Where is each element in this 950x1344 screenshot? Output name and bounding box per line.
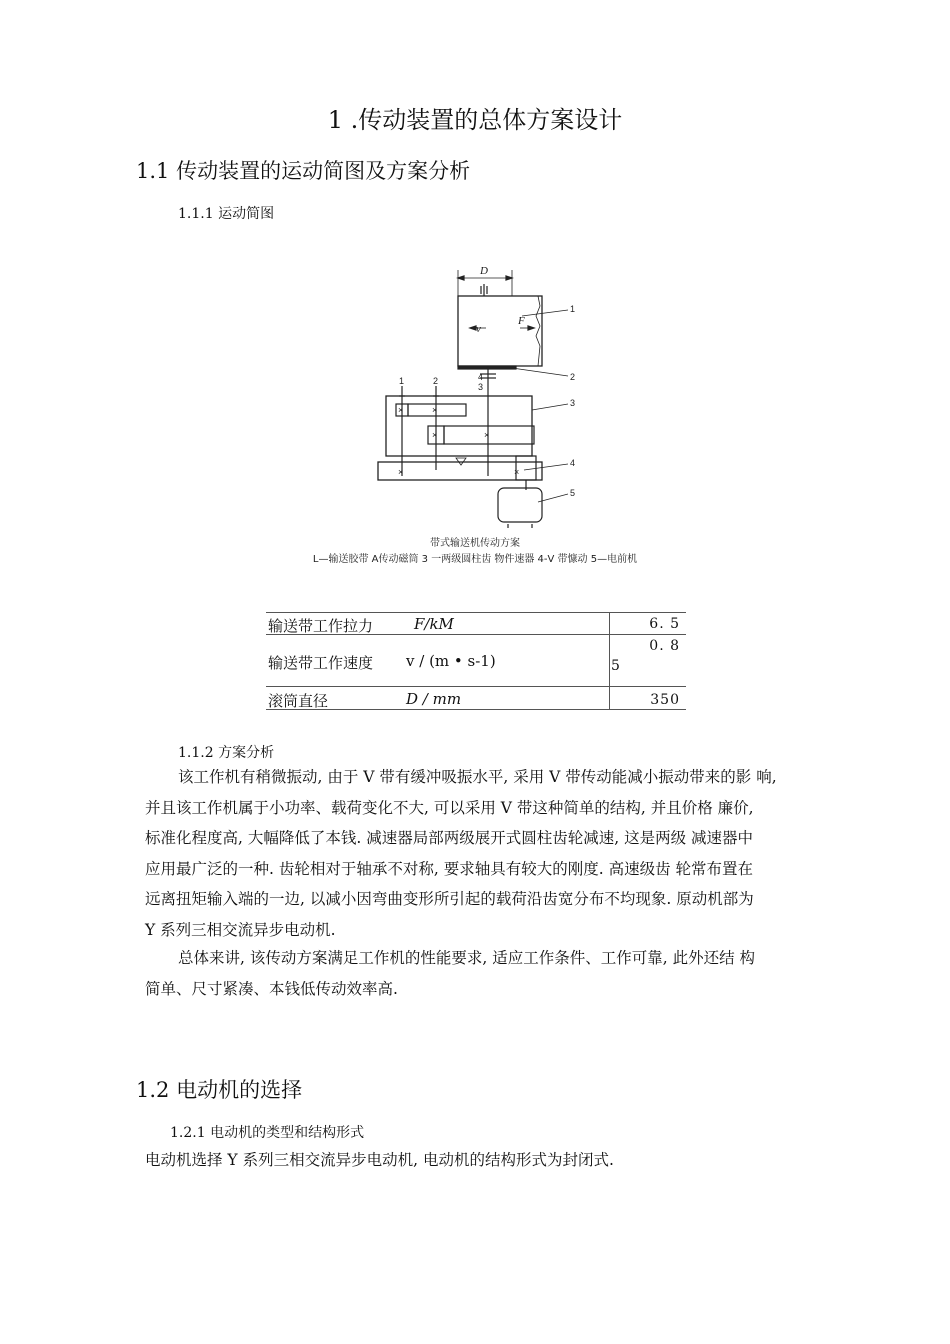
gear-cross-mark: × (432, 430, 438, 440)
parameter-table (266, 612, 686, 710)
table-row-value: 0. 8 (649, 638, 680, 654)
part-1-label: 1 (570, 304, 576, 314)
pulley-cross-mark: × (398, 467, 404, 477)
shaft-2-label: 2 (433, 376, 439, 386)
table-row-symbol: v / (m • s-1) (406, 652, 496, 670)
gear-cross-mark: × (432, 405, 438, 415)
paragraph-line: 简单、尺寸紧凑、本钱低传动效率高. (145, 979, 398, 998)
document-title: 1 .传动装置的总体方案设计 (327, 106, 623, 134)
gear-cross-mark: × (398, 405, 404, 415)
figure-title: 带式输送机传动方案 (430, 538, 520, 549)
subsection-heading-1-1-2: 1.1.2 方案分析 (178, 745, 275, 761)
table-row-label: 输送带工作拉力 (268, 617, 374, 635)
table-row-symbol: D / mm (406, 690, 462, 708)
shaft-1-label: 1 (399, 376, 405, 386)
section-heading-1-2: 1.2 电动机的选择 (136, 1078, 303, 1102)
paragraph-line: 并且该工作机属于小功率、载荷变化不大, 可以采用 V 带这种简单的结构, 并且价格 廉价, (145, 798, 754, 817)
shaft-3-label: 3 (478, 382, 484, 392)
analysis-paragraph (145, 762, 825, 946)
section-heading-1-1: 1.1 传动装置的运动简图及方案分析 (136, 159, 471, 183)
part-3-label: 3 (570, 398, 576, 408)
paragraph-line: 标准化程度高, 大幅降低了本钱. 减速器局部两级展开式圆柱齿轮减速, 这是两级 减速器中 (145, 829, 753, 848)
part-2-label: 2 (570, 372, 576, 382)
table-row-value: 6. 5 (649, 616, 680, 632)
table-row-value-continued: 5 (611, 658, 621, 674)
table-row-value: 350 (650, 692, 680, 708)
figure-legend: L—输送胶带 A传动磁筒 3 一两级圆柱齿 物件速器 4-V 带慷动 5—电前机 (312, 554, 638, 565)
paragraph-line: 总体来讲, 该传动方案满足工作机的性能要求, 适应工作条件、工作可靠, 此外还结 构 (178, 949, 755, 967)
paragraph-line: 远离扭矩输入端的一边, 以减小因弯曲变形所引起的载荷沿齿宽分布不均现象. 原动机部为 (145, 890, 754, 909)
table-row-symbol: F/kM (414, 615, 454, 633)
part-4-label: 4 (570, 458, 576, 468)
dimension-d-label: D (480, 265, 488, 277)
gear-cross-mark: × (484, 430, 490, 440)
subsection-heading-1-2-1: 1.2.1 电动机的类型和结构形式 (170, 1125, 365, 1141)
paragraph-line: Y 系列三相交流异步电动机. (145, 920, 336, 939)
subsection-heading-1-1-1: 1.1.1 运动简图 (178, 206, 275, 222)
force-label: F (518, 315, 525, 327)
transmission-diagram (372, 262, 578, 534)
summary-paragraph (145, 943, 825, 1004)
pulley-cross-mark: × (514, 467, 520, 477)
table-row-label: 输送带工作速度 (268, 654, 374, 672)
table-row-label: 滚筒直径 (268, 692, 329, 710)
motor-selection-paragraph: 电动机选择 Y 系列三相交流异步电动机, 电动机的结构形式为封闭式. (145, 1151, 614, 1169)
part-5-label: 5 (570, 488, 576, 498)
paragraph-line: 应用最广泛的一种. 齿轮相对于轴承不对称, 要求轴具有较大的刚度. 高速级齿 轮常布置在 (145, 859, 753, 878)
paragraph-line: 该工作机有稍微振动, 由于 V 带有缓冲吸振水平, 采用 V 带传动能减小振动带来的影 响, (178, 768, 777, 786)
coupling-4-label: 4 (478, 372, 484, 382)
velocity-label: v (476, 323, 481, 335)
